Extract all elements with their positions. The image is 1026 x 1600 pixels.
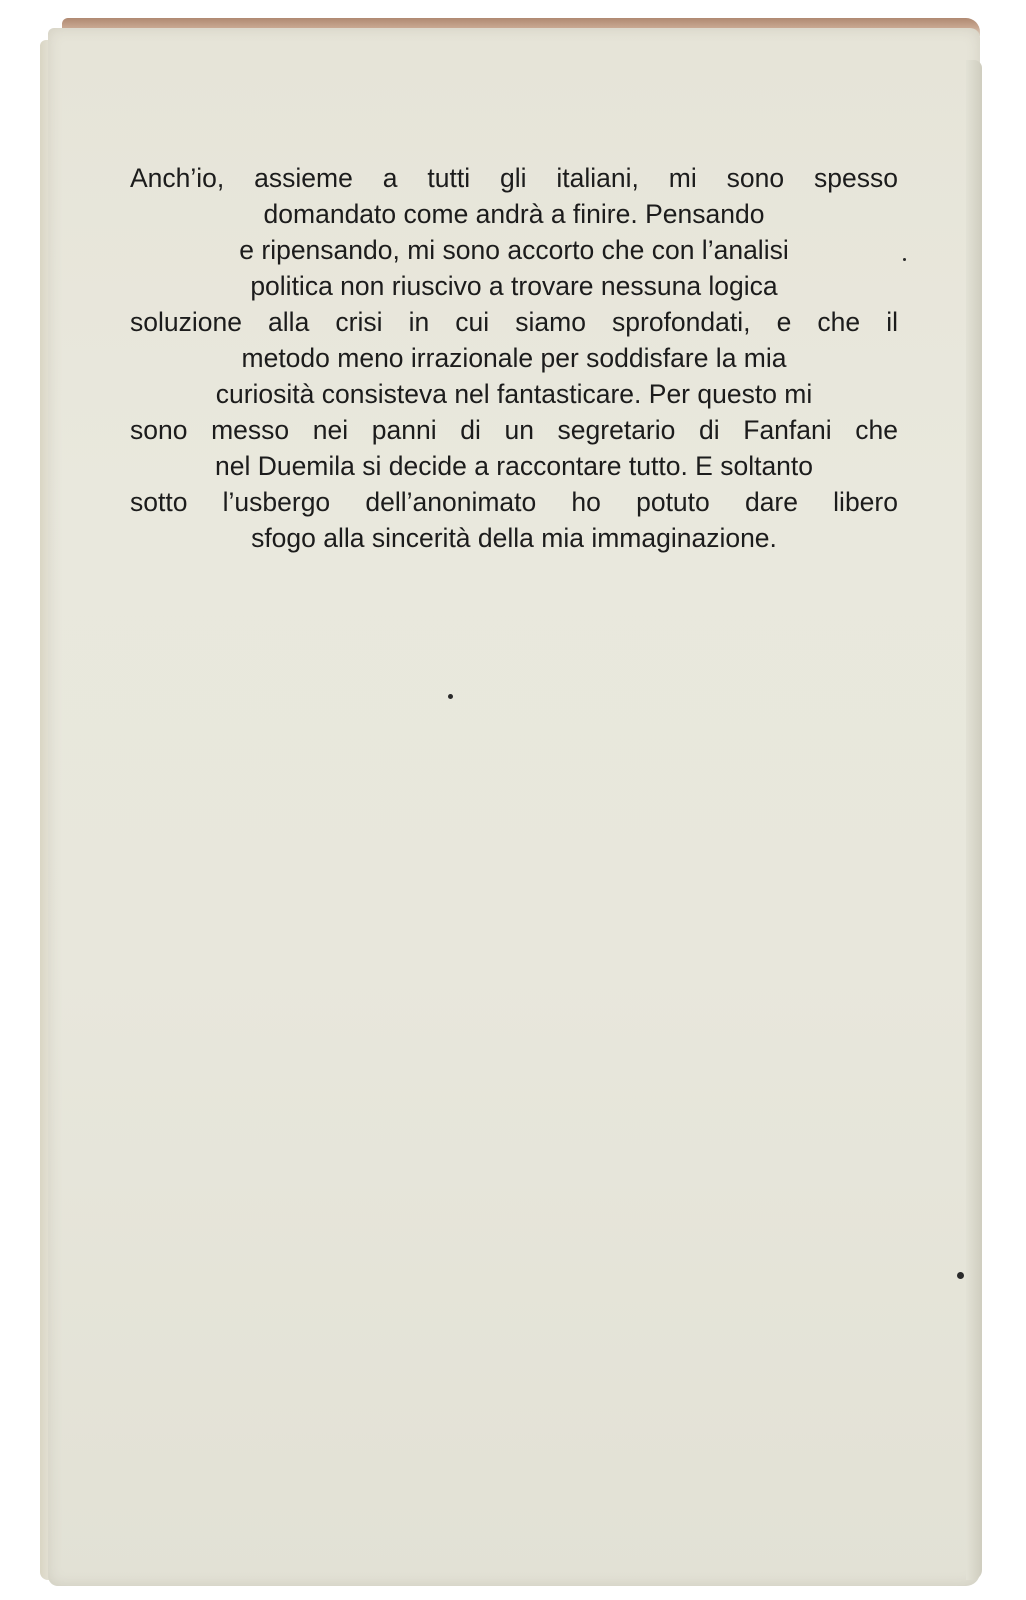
paper-speck xyxy=(903,258,906,261)
paper-speck xyxy=(957,1272,964,1279)
paper-speck xyxy=(448,694,453,699)
blurb-line: Anch’io, assieme a tutti gli italiani, mi sono spesso xyxy=(130,163,898,193)
blurb-line: curiosità consisteva nel fantasticare. Per questo mi xyxy=(215,379,813,409)
blurb-line: sono messo nei panni di un segretario di Fanfani che xyxy=(130,415,898,445)
back-cover-blurb xyxy=(130,160,898,556)
blurb-line: soluzione alla crisi in cui siamo sprofondati, e che il xyxy=(130,307,898,337)
blurb-line: nel Duemila si decide a raccontare tutto. E soltanto xyxy=(214,451,814,481)
blurb-line: politica non riuscivo a trovare nessuna logica xyxy=(250,271,778,301)
blurb-line: sotto l’usbergo dell’anonimato ho potuto dare libero xyxy=(130,487,898,517)
blurb-line: metodo meno irrazionale per soddisfare la mia xyxy=(241,343,787,373)
blurb-line: domandato come andrà a finire. Pensando xyxy=(263,199,765,229)
right-cover-edge xyxy=(966,60,982,1580)
blurb-line: e ripensando, mi sono accorto che con l’analisi xyxy=(239,235,789,265)
blurb-line: sfogo alla sincerità della mia immaginazione. xyxy=(251,523,777,553)
